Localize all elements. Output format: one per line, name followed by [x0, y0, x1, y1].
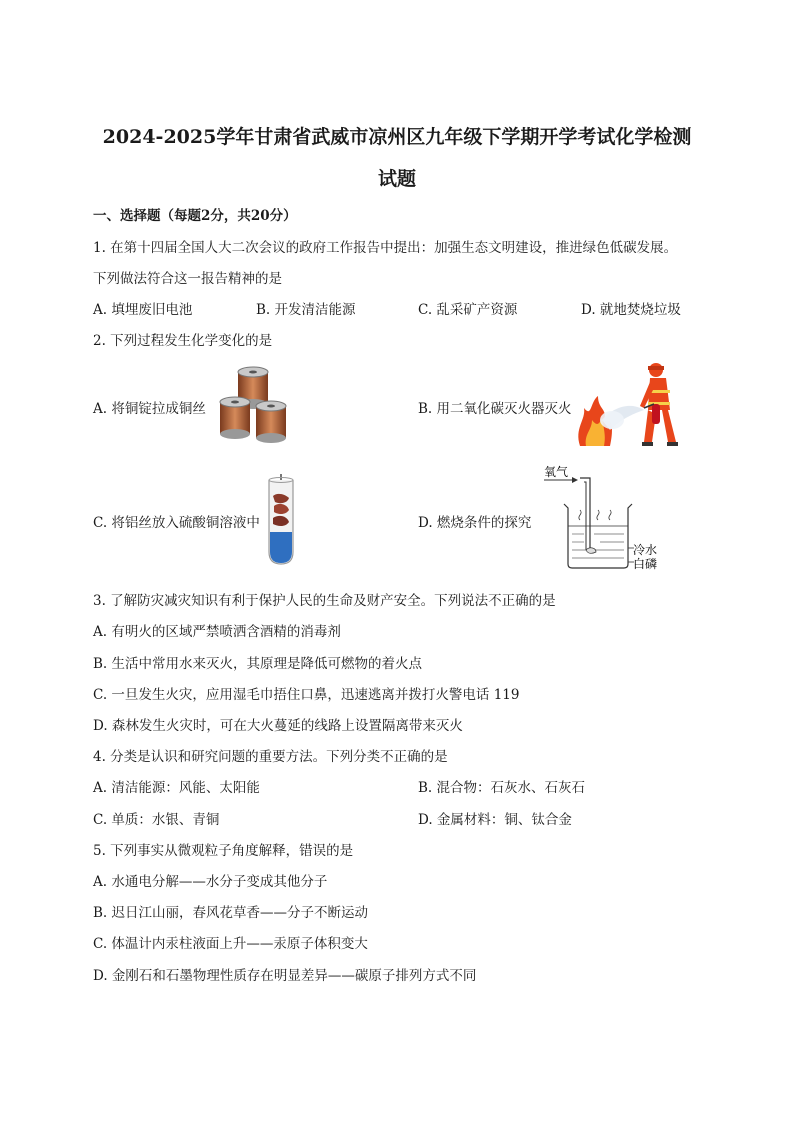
q2-option-d: D. 燃烧条件的探究 [418, 515, 532, 531]
q5-option-b: B. 迟日江山丽，春风花草香——分子不断运动 [93, 905, 369, 921]
q3-option-b: B. 生活中常用水来灭火，其原理是降低可燃物的着火点 [93, 656, 423, 672]
oxygen-label: 氧气 [544, 465, 569, 479]
q1-option-d: D. 就地焚烧垃圾 [581, 302, 681, 318]
q1-option-c: C. 乱采矿产资源 [418, 302, 518, 318]
white-phosphorus-label: 白磷 [633, 557, 658, 571]
q5-option-a: A. 水通电分解——水分子变成其他分子 [93, 874, 328, 890]
document-title-line2: 试题 [377, 168, 416, 190]
q3-option-a: A. 有明火的区域严禁喷洒含酒精的消毒剂 [93, 624, 341, 640]
q2-option-c: C. 将铝丝放入硫酸铜溶液中 [93, 515, 260, 531]
q3-stem: 3. 了解防灾减灾知识有利于保护人民的生命及财产安全。下列说法不正确的是 [93, 593, 556, 609]
q3-option-d: D. 森林发生火灾时，可在大火蔓延的线路上设置隔离带来灭火 [93, 718, 463, 734]
document-title-line1: 2024-2025学年甘肃省武威市凉州区九年级下学期开学考试化学检测 [102, 126, 692, 148]
q4-option-d: D. 金属材料：铜、钛合金 [418, 812, 572, 828]
cold-water-label: 冷水 [633, 543, 658, 557]
q4-option-c: C. 单质：水银、青铜 [93, 812, 220, 828]
combustion-apparatus-diagram [540, 464, 670, 574]
q4-option-a: A. 清洁能源：风能、太阳能 [93, 780, 260, 796]
q5-option-d: D. 金刚石和石墨物理性质存在明显差异——碳原子排列方式不同 [93, 968, 477, 984]
q2-option-a: A. 将铜锭拉成铜丝 [93, 401, 206, 417]
q2-option-b: B. 用二氧化碳灭火器灭火 [418, 401, 572, 417]
section-heading: 一、选择题（每题2分，共20分） [93, 208, 297, 224]
q4-stem: 4. 分类是认识和研究问题的重要方法。下列分类不正确的是 [93, 749, 448, 765]
q5-option-c: C. 体温计内汞柱液面上升——汞原子体积变大 [93, 936, 368, 952]
q1-option-a: A. 填埋废旧电池 [93, 302, 193, 318]
copper-spools-image [216, 366, 294, 444]
test-tube-image [263, 474, 299, 566]
q5-stem: 5. 下列事实从微观粒子角度解释，错误的是 [93, 843, 354, 859]
fire-extinguisher-image [574, 358, 684, 450]
q1-option-b: B. 开发清洁能源 [256, 302, 356, 318]
q4-option-b: B. 混合物：石灰水、石灰石 [418, 780, 586, 796]
q3-option-c: C. 一旦发生火灾，应用湿毛巾捂住口鼻，迅速逃离并拨打火警电话 119 [93, 687, 520, 703]
q1-stem-line1: 1. 在第十四届全国人大二次会议的政府工作报告中提出：加强生态文明建设，推进绿色低碳发展。 [93, 240, 678, 256]
q2-stem: 2. 下列过程发生化学变化的是 [93, 333, 273, 349]
q1-stem-line2: 下列做法符合这一报告精神的是 [93, 271, 282, 287]
